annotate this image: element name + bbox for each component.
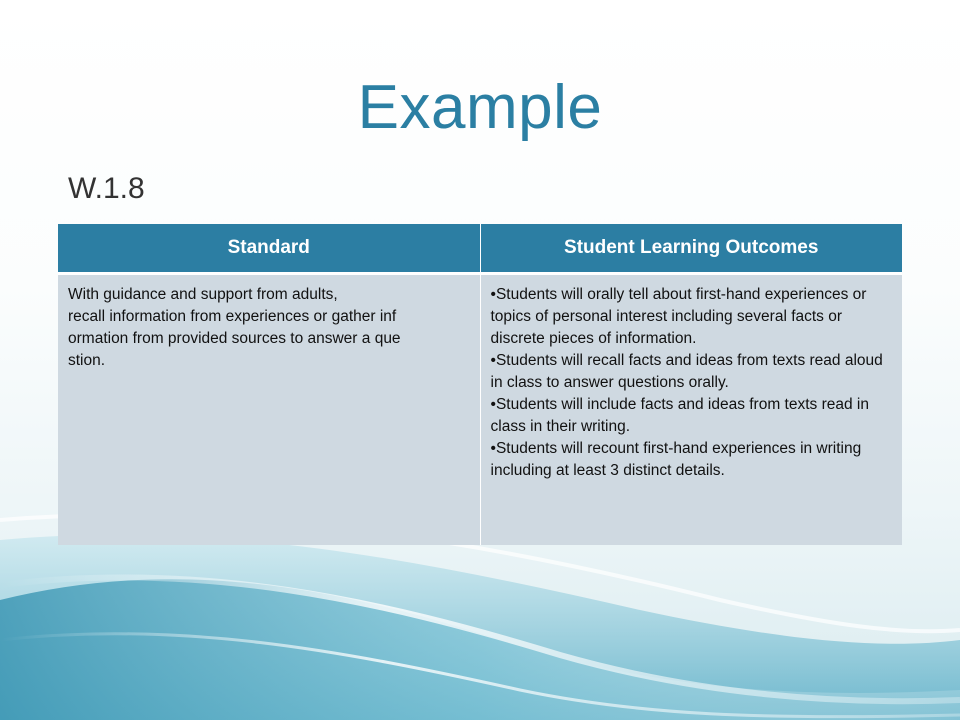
bullet-glyph: • [490,286,496,303]
bullet-glyph: • [490,440,496,457]
standard-text-line: With guidance and support from adults, [68,286,338,303]
outcome-text: Students will orally tell about first-hand experiences or topics of personal interest including several facts or discrete pieces of information. [490,286,867,347]
bullet-glyph: • [490,396,496,413]
outcome-text: Students will include facts and ideas from texts read in class in their writing. [490,396,869,435]
bullet-glyph: • [490,352,496,369]
standard-cell [58,274,480,546]
header-standard: Standard [58,224,480,274]
standard-text-line: recall information from experiences or gather inf [68,308,397,325]
outcomes-list [491,284,895,482]
list-item [491,284,895,350]
outcomes-table [58,224,902,545]
list-item [491,438,895,482]
table-header-row [58,224,902,274]
outcomes-cell [480,274,902,546]
header-student-learning-outcomes: Student Learning Outcomes [480,224,902,274]
standard-text-line: ormation from provided sources to answer a que [68,330,401,347]
outcome-text: Students will recall facts and ideas from texts read aloud in class to answer questions orally. [490,352,883,391]
slide-subtitle: W.1.8 [68,172,145,205]
table-row [58,274,902,546]
list-item [491,394,895,438]
outcome-text: Students will recount first-hand experiences in writing including at least 3 distinct details. [490,440,862,479]
slide-title: Example [357,73,603,142]
list-item [491,350,895,394]
standard-text-line: stion. [68,352,106,369]
